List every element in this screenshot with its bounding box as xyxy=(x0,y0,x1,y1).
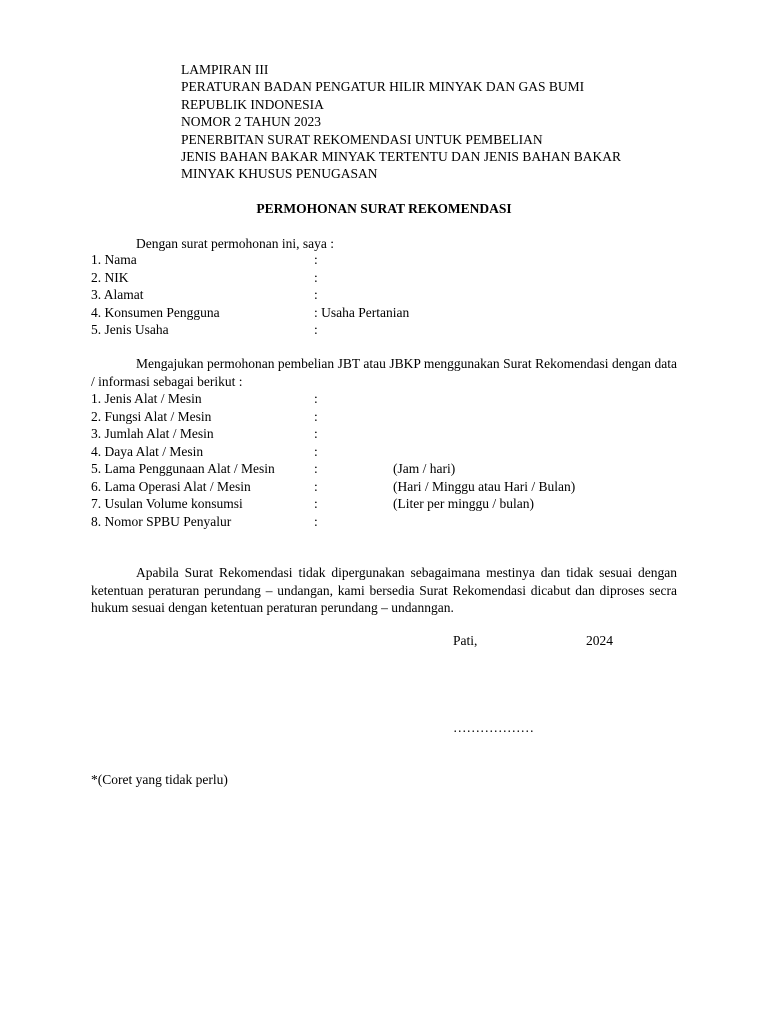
field-label: 4. Konsumen Pengguna xyxy=(91,304,220,320)
field-value: : xyxy=(314,426,318,441)
applicant-field-nama xyxy=(91,251,681,269)
header-line: PENERBITAN SURAT REKOMENDASI UNTUK PEMBELIAN xyxy=(181,131,543,147)
field-value: : xyxy=(314,252,318,267)
header-line: NOMOR 2 TAHUN 2023 xyxy=(181,114,322,130)
field-unit: (Jam / hari) xyxy=(393,461,456,476)
header-line: PERATURAN BADAN PENGATUR HILIR MINYAK DAN GAS BUMI xyxy=(181,79,585,95)
field-value: : xyxy=(314,513,318,529)
signature-place: Pati, xyxy=(453,633,478,648)
field-label: 3. Jumlah Alat / Mesin xyxy=(91,426,214,441)
document-header xyxy=(181,61,701,183)
signature-line: ……………… xyxy=(453,720,534,735)
field-value: : xyxy=(314,287,318,302)
header-line: JENIS BAHAN BAKAR MINYAK TERTENTU DAN JENIS BAHAN BAKAR xyxy=(181,148,621,164)
field-label: 5. Lama Penggunaan Alat / Mesin xyxy=(91,461,275,476)
field-value: : xyxy=(314,269,318,285)
field-value: : xyxy=(314,408,318,424)
equipment-field xyxy=(91,495,681,513)
equipment-field xyxy=(91,478,681,496)
field-label: 3. Alamat xyxy=(91,287,144,302)
field-value: : xyxy=(314,496,318,511)
field-unit: (Liter per minggu / bulan) xyxy=(393,496,534,511)
document-title: PERMOHONAN SURAT REKOMENDASI xyxy=(256,201,512,216)
applicant-fields xyxy=(91,251,681,339)
equipment-field xyxy=(91,425,681,443)
equipment-field xyxy=(91,408,681,426)
field-label: 5. Jenis Usaha xyxy=(91,322,169,337)
applicant-field-alamat xyxy=(91,286,681,304)
field-label: 2. Fungsi Alat / Mesin xyxy=(91,408,212,424)
footnote: *(Coret yang tidak perlu) xyxy=(91,772,228,787)
field-label: 7. Usulan Volume konsumsi xyxy=(91,496,243,511)
applicant-field-nik xyxy=(91,269,681,287)
request-paragraph: Mengajukan permohonan pembelian JBT atau JBKP menggunakan Surat Rekomendasi dengan data / informasi sebagai berikut : xyxy=(91,356,677,389)
field-label: 8. Nomor SPBU Penyalur xyxy=(91,513,232,529)
applicant-field-jenis-usaha xyxy=(91,321,681,339)
header-line: LAMPIRAN III xyxy=(181,62,269,77)
field-value: : Usaha Pertanian xyxy=(314,304,410,320)
equipment-field xyxy=(91,513,681,531)
equipment-field xyxy=(91,443,681,461)
field-value: : xyxy=(314,391,318,406)
intro-text: Dengan surat permohonan ini, saya : xyxy=(136,236,334,251)
field-label: 2. NIK xyxy=(91,269,129,285)
field-value: : xyxy=(314,322,318,337)
applicant-field-konsumen xyxy=(91,304,681,322)
signature-year: 2024 xyxy=(586,633,613,648)
equipment-field xyxy=(91,460,681,478)
field-value: : xyxy=(314,443,318,459)
field-label: 4. Daya Alat / Mesin xyxy=(91,443,204,459)
header-line: MINYAK KHUSUS PENUGASAN xyxy=(181,166,378,182)
field-unit: (Hari / Minggu atau Hari / Bulan) xyxy=(393,478,576,494)
field-label: 6. Lama Operasi Alat / Mesin xyxy=(91,478,251,494)
closing-paragraph: Apabila Surat Rekomendasi tidak dipergunakan sebagaimana mestinya dan tidak sesuai dengan ketentuan peraturan perundang – undangan, kami bersedia Surat Rekomendasi dicabut dan diproses secra hukum sesuai dengan ketentuan peraturan perundang – undanngan. xyxy=(91,565,677,615)
field-label: 1. Nama xyxy=(91,252,137,267)
field-label: 1. Jenis Alat / Mesin xyxy=(91,391,202,406)
header-line: REPUBLIK INDONESIA xyxy=(181,96,324,112)
equipment-field xyxy=(91,390,681,408)
field-value: : xyxy=(314,461,318,476)
field-value: : xyxy=(314,478,318,494)
equipment-fields xyxy=(91,390,681,530)
